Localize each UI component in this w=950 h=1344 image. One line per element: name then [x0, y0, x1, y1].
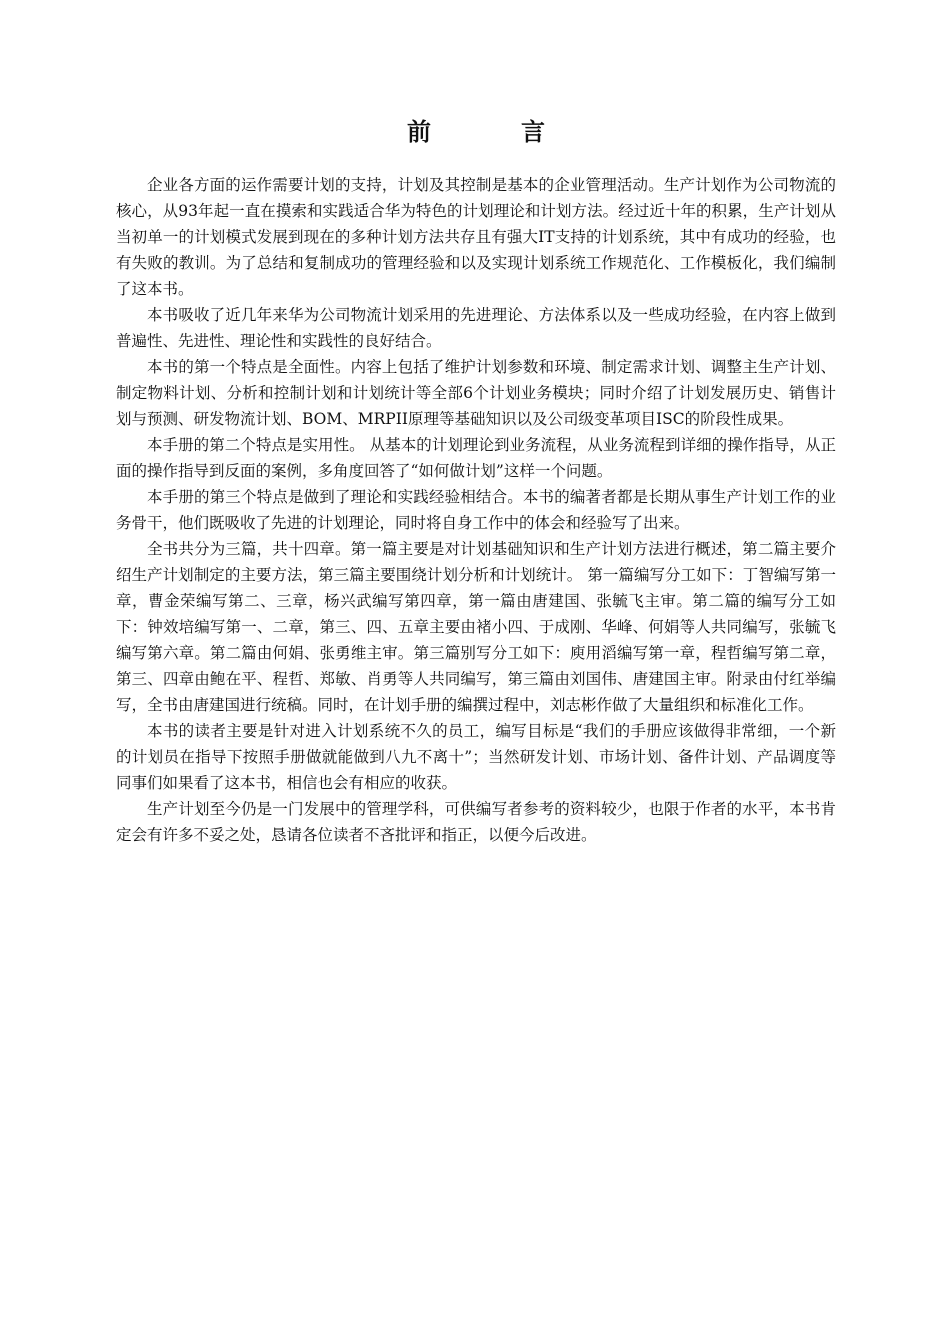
document-page: [116, 112, 836, 848]
paragraph-7: 本书的读者主要是针对进入计划系统不久的员工，编写目标是“我们的手册应该做得非常细，一个新的计划员在指导下按照手册做就能做到八九不离十”；当然研发计划、市场计划、备件计划、产品调度等同事们如果看了这本书，相信也会有相应的收获。: [116, 722, 836, 792]
paragraph-1: 企业各方面的运作需要计划的支持，计划及其控制是基本的企业管理活动。生产计划作为公司物流的核心，从93年起一直在摸索和实践适合华为特色的计划理论和计划方法。经过近十年的积累，生产计划从当初单一的计划模式发展到现在的多种计划方法共存且有强大IT支持的计划系统，其中有成功的经验，也有失败的教训。为了总结和复制成功的管理经验和以及实现计划系统工作规范化、工作模板化，我们编制了这本书。: [116, 176, 836, 298]
paragraph-6: 全书共分为三篇，共十四章。第一篇主要是对计划基础知识和生产计划方法进行概述，第二篇主要介绍生产计划制定的主要方法，第三篇主要围绕计划分析和计划统计。 第一篇编写分工如下：丁智编写第一章，曹金荣编写第二、三章，杨兴武编写第四章，第一篇由唐建国、张毓飞主审。第二篇的编写分工如下：钟效培编写第一、二章，第三、四、五章主要由褚小四、于成刚、华峰、何娟等人共同编写，张毓飞编写第六章。第二篇由何娟、张勇维主审。第三篇别写分工如下：庾用滔编写第一章，程哲编写第二章，第三、四章由鲍在平、程哲、郑敏、肖勇等人共同编写，第三篇由刘国伟、唐建国主审。附录由付红举编写，全书由唐建国进行统稿。同时，在计划手册的编撰过程中，刘志彬作做了大量组织和标准化工作。: [116, 540, 836, 714]
paragraph-2: 本书吸收了近几年来华为公司物流计划采用的先进理论、方法体系以及一些成功经验，在内容上做到普遍性、先进性、理论性和实践性的良好结合。: [116, 306, 836, 350]
preface-body: [116, 172, 836, 848]
paragraph-8: 生产计划至今仍是一门发展中的管理学科，可供编写者参考的资料较少，也限于作者的水平，本书肯定会有许多不妥之处，恳请各位读者不吝批评和指正，以便今后改进。: [116, 800, 836, 844]
page-title: 前言: [407, 117, 635, 146]
paragraph-3: 本书的第一个特点是全面性。内容上包括了维护计划参数和环境、制定需求计划、调整主生产计划、制定物料计划、分析和控制计划和计划统计等全部6个计划业务模块；同时介绍了计划发展历史、销售计划与预测、研发物流计划、BOM、MRPII原理等基础知识以及公司级变革项目ISC的阶段性成果。: [116, 358, 836, 428]
paragraph-4: 本手册的第二个特点是实用性。 从基本的计划理论到业务流程，从业务流程到详细的操作指导，从正面的操作指导到反面的案例，多角度回答了“如何做计划”这样一个问题。: [116, 436, 836, 480]
paragraph-5: 本手册的第三个特点是做到了理论和实践经验相结合。本书的编著者都是长期从事生产计划工作的业务骨干，他们既吸收了先进的计划理论，同时将自身工作中的体会和经验写了出来。: [116, 488, 836, 532]
